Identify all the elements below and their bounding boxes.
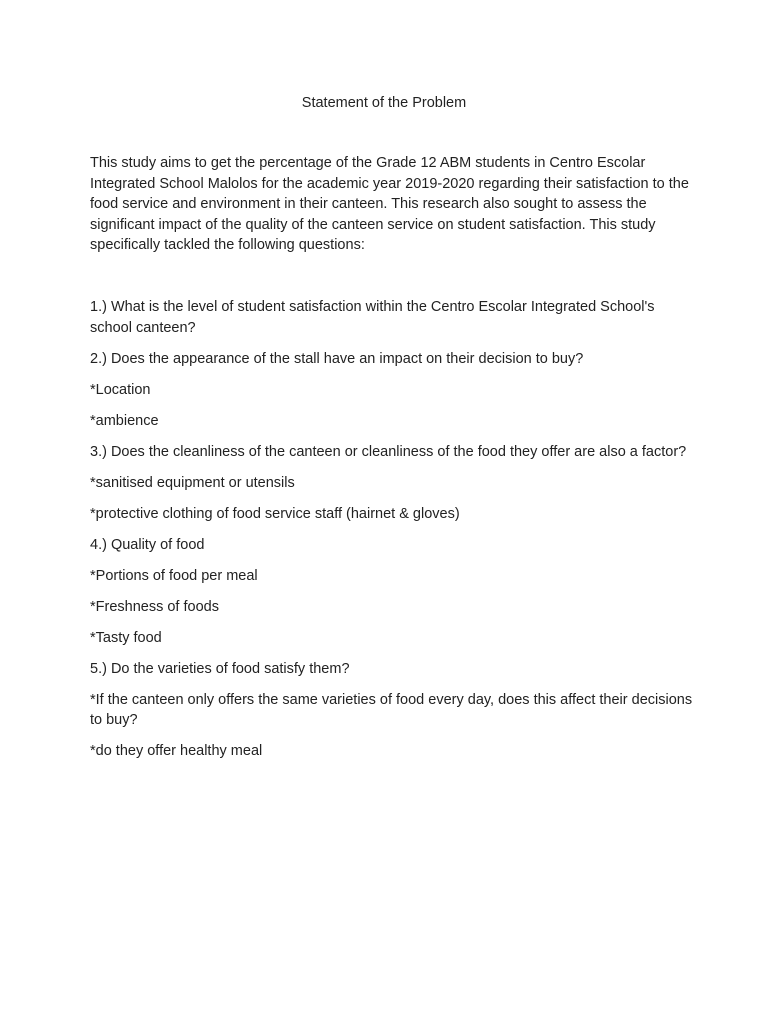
list-item: *Freshness of foods xyxy=(90,598,219,615)
page-title: Statement of the Problem xyxy=(301,95,467,111)
list-item: 4.) Quality of food xyxy=(90,536,205,553)
list-item: *Location xyxy=(90,381,151,398)
list-item: 5.) Do the varieties of food satisfy them? xyxy=(90,660,350,677)
list-item: *Portions of food per meal xyxy=(90,567,258,584)
list-item: *Tasty food xyxy=(90,629,162,646)
list-item: 2.) Does the appearance of the stall have an impact on their decision to buy? xyxy=(90,350,584,367)
list-item: *protective clothing of food service staff (hairnet & gloves) xyxy=(90,505,460,522)
question-list xyxy=(90,297,700,772)
list-item: *If the canteen only offers the same varieties of food every day, does this affect their decisions to buy? xyxy=(90,691,693,728)
list-item: 3.) Does the cleanliness of the canteen or cleanliness of the food they offer are also a factor? xyxy=(90,443,687,460)
intro-paragraph: This study aims to get the percentage of the Grade 12 ABM students in Centro Escolar Integrated School Malolos for the academic year 2019-2020 regarding their satisfaction to the food service and environment in their canteen. This research also sought to assess the significant impact of the quality of the canteen service on student satisfaction. This study specifically tackled the following questions: xyxy=(90,155,689,253)
list-item: *do they offer healthy meal xyxy=(90,743,263,759)
list-item: *ambience xyxy=(90,412,159,429)
list-item: *sanitised equipment or utensils xyxy=(90,474,295,491)
list-item: 1.) What is the level of student satisfaction within the Centro Escolar Integrated School's school canteen? xyxy=(90,299,655,336)
